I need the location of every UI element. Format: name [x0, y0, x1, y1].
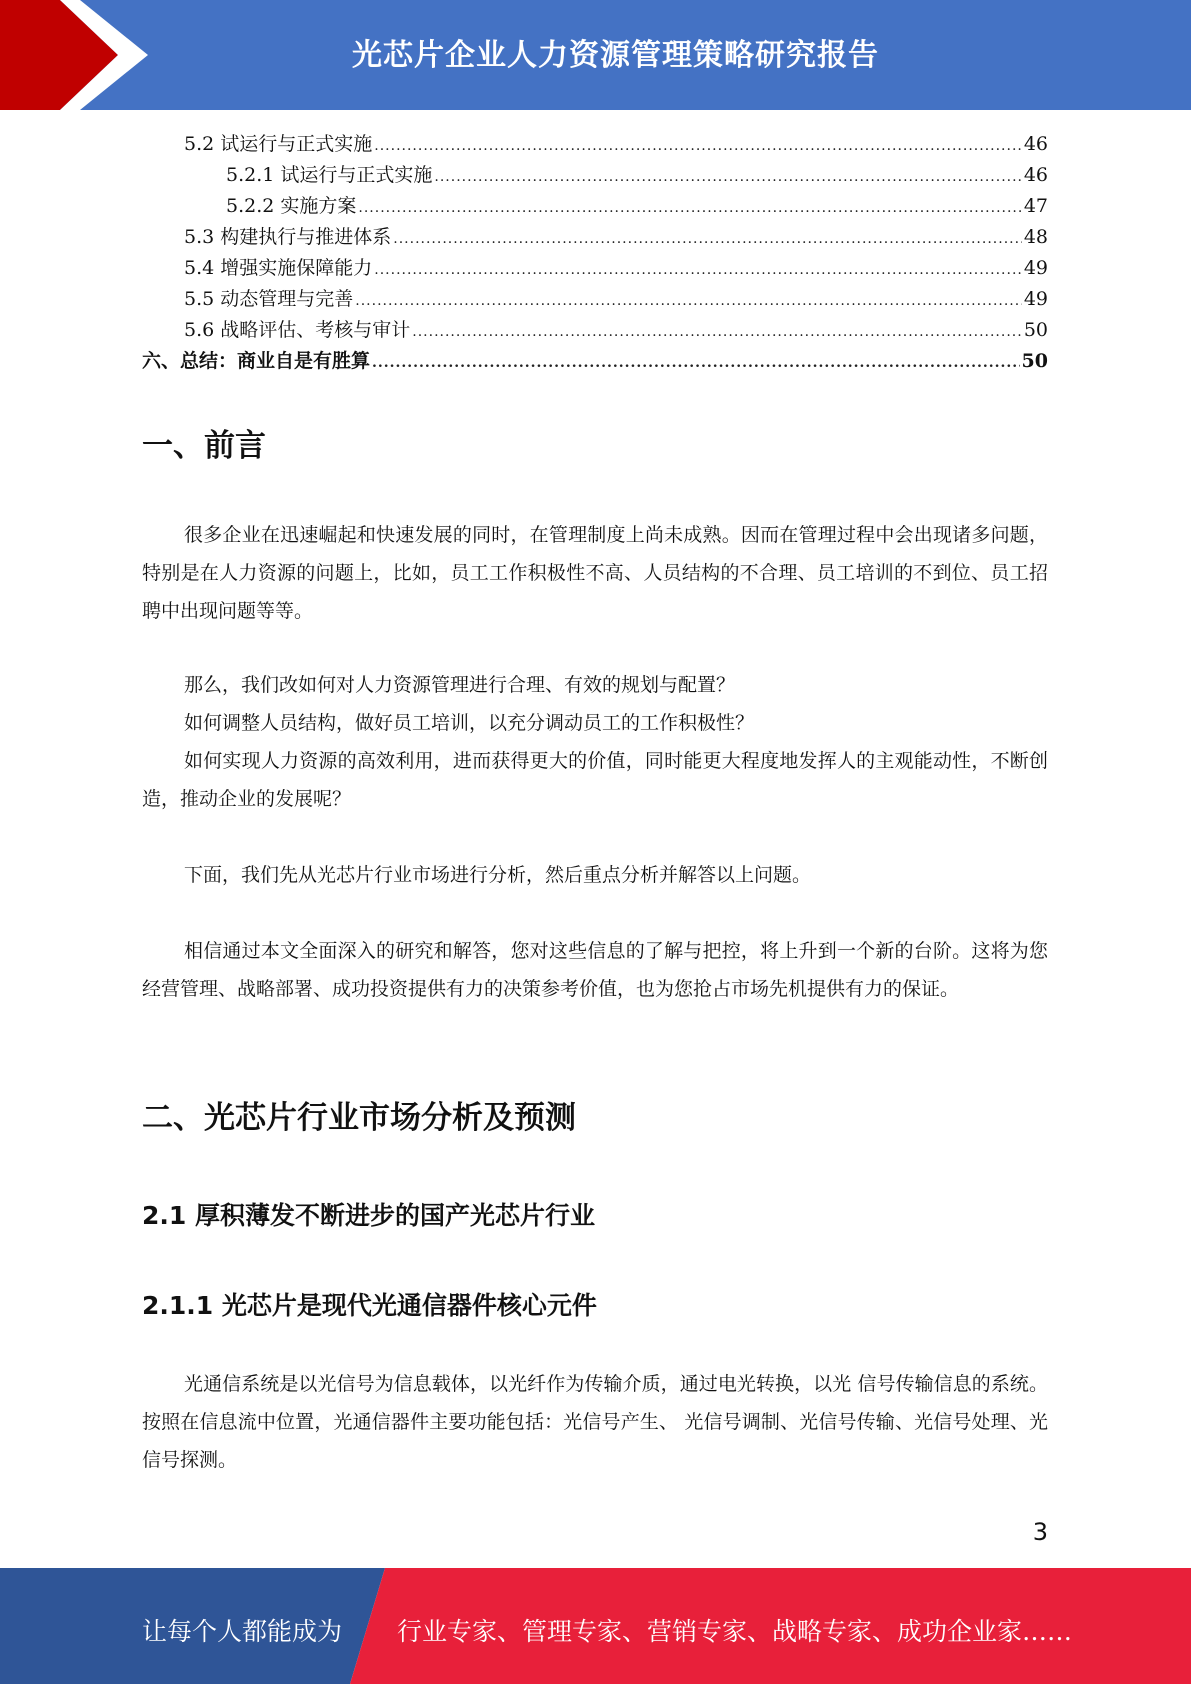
report-title: 光芯片企业人力资源管理策略研究报告: [352, 38, 879, 73]
toc-entry[interactable]: [142, 346, 1048, 377]
preface-question-1: 那么，我们改如何对人力资源管理进行合理、有效的规划与配置？: [184, 674, 736, 696]
toc-entry[interactable]: [142, 315, 1048, 346]
toc-entry[interactable]: [142, 160, 1048, 191]
toc-entry-page: 46: [1023, 164, 1048, 186]
toc-entry-label: 5.2 试运行与正式实施: [184, 133, 373, 155]
toc-entry-label: 5.6 战略评估、考核与审计: [184, 319, 411, 341]
toc-entry-page: 50: [1023, 319, 1048, 341]
page-number: 3: [1032, 1518, 1048, 1546]
market-paragraph-1: 光通信系统是以光信号为信息载体，以光纤作为传输介质，通过电光转换，以光 信号传输信息的系统。按照在信息流中位置，光通信器件主要功能包括：光信号产生、 光信号调制、光信号传输、光信号处理、光信号探测。: [142, 1373, 1048, 1471]
toc-entry[interactable]: [142, 284, 1048, 315]
toc-entry[interactable]: [142, 222, 1048, 253]
toc-leader-dots: [372, 348, 1020, 379]
toc-entry-page: 49: [1023, 288, 1048, 310]
toc-leader-dots: [374, 255, 1022, 286]
subsection-heading-2-1-1: 2.1.1 光芯片是现代光通信器件核心元件: [142, 1291, 597, 1320]
subsection-heading-2-1: 2.1 厚积薄发不断进步的国产光芯片行业: [142, 1201, 595, 1230]
preface-heading: 一、前言: [142, 428, 266, 464]
toc-leader-dots: [355, 286, 1022, 317]
toc-entry-label: 5.4 增强实施保障能力: [184, 257, 373, 279]
preface-paragraph-2: 下面，我们先从光芯片行业市场进行分析，然后重点分析并解答以上问题。: [184, 864, 812, 886]
footer-slogan-right: 行业专家、管理专家、营销专家、战略专家、成功企业家……: [397, 1617, 1073, 1646]
preface-paragraph-3: 相信通过本文全面深入的研究和解答，您对这些信息的了解与把控，将上升到一个新的台阶。这将为您经营管理、战略部署、成功投资提供有力的决策参考价值，也为您抢占市场先机提供有力的保证。: [142, 940, 1048, 1000]
table-of-contents: [142, 129, 1048, 377]
market-heading: 二、光芯片行业市场分析及预测: [142, 1100, 576, 1136]
preface-question-3: 如何实现人力资源的高效利用，进而获得更大的价值，同时能更大程度地发挥人的主观能动性，不断创造，推动企业的发展呢？: [142, 750, 1048, 810]
footer-slogan-left: 让每个人都能成为: [142, 1617, 343, 1646]
toc-entry-page: 48: [1023, 226, 1048, 248]
toc-leader-dots: [374, 131, 1022, 162]
toc-leader-dots: [358, 193, 1021, 224]
toc-leader-dots: [412, 317, 1022, 348]
preface-question-2: 如何调整人员结构，做好员工培训，以充分调动员工的工作积极性？: [184, 712, 755, 734]
toc-entry-page: 47: [1023, 195, 1048, 217]
toc-entry-page: 50: [1021, 350, 1048, 372]
toc-entry[interactable]: [142, 191, 1048, 222]
toc-entry-label: 5.2.2 实施方案: [226, 195, 357, 217]
toc-entry-label: 5.2.1 试运行与正式实施: [226, 164, 433, 186]
toc-entry-page: 49: [1023, 257, 1048, 279]
toc-entry[interactable]: [142, 129, 1048, 160]
preface-paragraph-1: 很多企业在迅速崛起和快速发展的同时，在管理制度上尚未成熟。因而在管理过程中会出现诸多问题，特别是在人力资源的问题上，比如，员工工作积极性不高、人员结构的不合理、员工培训的不到位、员工招聘中出现问题等等。: [142, 524, 1048, 622]
toc-entry-label: 六、总结：商业自是有胜算: [142, 350, 371, 372]
toc-entry-label: 5.5 动态管理与完善: [184, 288, 354, 310]
page-header: [0, 0, 1191, 110]
toc-entry-label: 5.3 构建执行与推进体系: [184, 226, 392, 248]
page-footer: [0, 1568, 1191, 1684]
toc-entry-page: 46: [1023, 133, 1048, 155]
toc-entry[interactable]: [142, 253, 1048, 284]
toc-leader-dots: [434, 162, 1021, 193]
toc-leader-dots: [393, 224, 1022, 255]
